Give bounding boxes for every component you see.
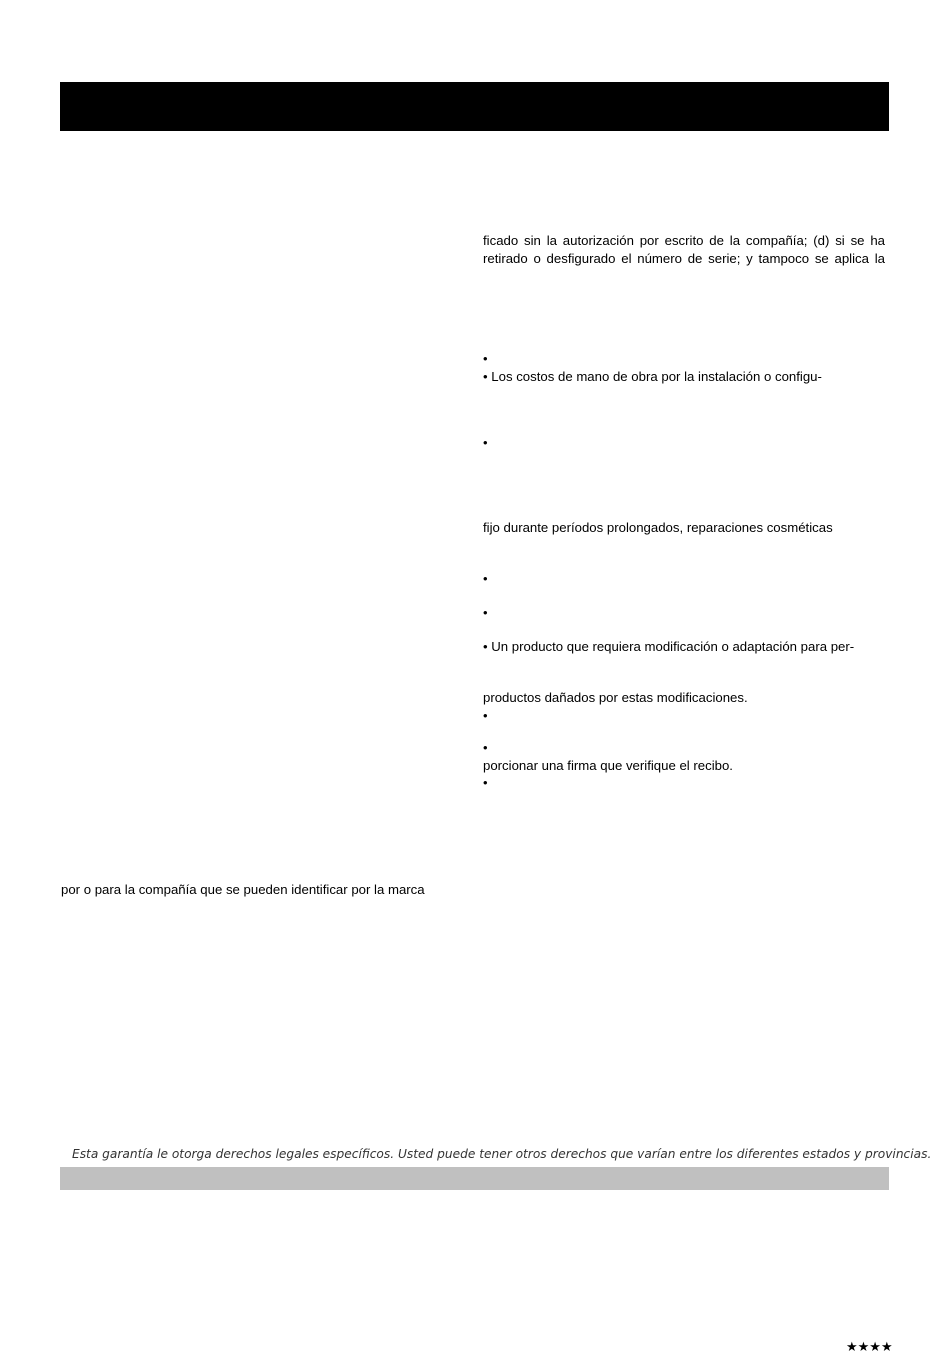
text-line: productos dañados por estas modificaciones. xyxy=(483,690,748,705)
bullet-marker: • xyxy=(483,740,488,755)
text-line: porcionar una firma que verifique el recibo. xyxy=(483,758,733,773)
footer-bar xyxy=(60,1167,889,1190)
text-line: retirado o desfigurado el número de serie; y tampoco se aplica la xyxy=(483,251,885,266)
text-line-left: por o para la compañía que se pueden identificar por la marca xyxy=(61,882,425,897)
bullet-marker: • xyxy=(483,708,488,723)
bullet-marker: • xyxy=(483,571,488,586)
bullet-marker: • xyxy=(483,605,488,620)
bullet-marker: • xyxy=(483,775,488,790)
bullet-marker: • xyxy=(483,351,488,366)
bullet-item-modification: • Un producto que requiera modificación o adaptación para per- xyxy=(483,639,855,654)
stars-icon: ★★★★ xyxy=(846,1340,893,1355)
text-line: fijo durante períodos prolongados, reparaciones cosméticas xyxy=(483,520,833,535)
bullet-marker: • xyxy=(483,435,488,450)
bullet-item-labor-costs: • Los costos de mano de obra por la instalación o configu- xyxy=(483,369,822,384)
warranty-rights-note: Esta garantía le otorga derechos legales específicos. Usted puede tener otros derechos que varían entre los diferentes estados y provincias. xyxy=(72,1147,932,1161)
text-line: ficado sin la autorización por escrito de la compañía; (d) si se ha xyxy=(483,233,885,248)
header-bar xyxy=(60,82,889,131)
